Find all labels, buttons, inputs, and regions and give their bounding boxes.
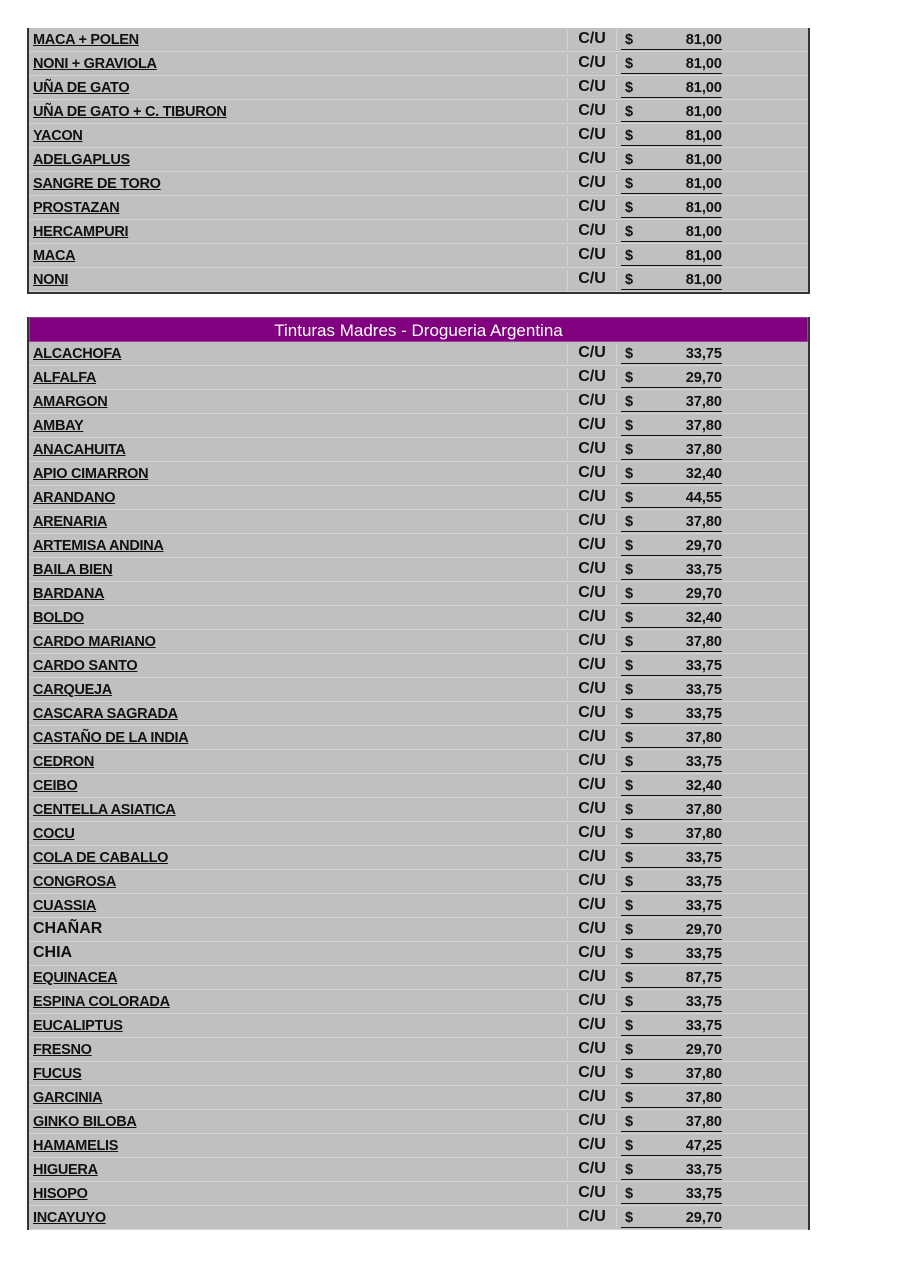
price-value: 33,75: [685, 706, 722, 722]
table-row: [29, 462, 808, 486]
unit-label: C/U: [567, 392, 617, 412]
product-name: ARTEMISA ANDINA: [33, 538, 164, 554]
product-name: HERCAMPURI: [33, 224, 129, 240]
table-row: [29, 894, 808, 918]
price-value: 33,75: [685, 1186, 722, 1202]
price-cell: [621, 176, 722, 194]
table-row: [29, 342, 808, 366]
table-row: [29, 870, 808, 894]
price-value: 81,00: [685, 248, 722, 264]
price-cell: [621, 850, 722, 868]
unit-label: C/U: [567, 752, 617, 772]
price-cell: [621, 418, 722, 436]
price-value: 33,75: [685, 850, 722, 866]
product-name: CARQUEJA: [33, 682, 112, 698]
table-row: [29, 268, 808, 292]
product-name: UÑA DE GATO: [33, 80, 130, 96]
table-row: [29, 678, 808, 702]
currency-symbol: $: [625, 658, 634, 674]
currency-symbol: $: [625, 898, 634, 914]
unit-label: C/U: [567, 992, 617, 1012]
currency-symbol: $: [625, 418, 634, 434]
currency-symbol: $: [625, 610, 634, 626]
table-row: [29, 582, 808, 606]
price-value: 37,80: [685, 394, 722, 410]
price-value: 29,70: [685, 922, 722, 938]
table-row: [29, 486, 808, 510]
table-row: [29, 1158, 808, 1182]
price-value: 29,70: [685, 370, 722, 386]
price-value: 44,55: [685, 490, 722, 506]
price-cell: [621, 682, 722, 700]
table-row: [29, 822, 808, 846]
unit-label: C/U: [567, 704, 617, 724]
unit-label: C/U: [567, 560, 617, 580]
table-row: [29, 1086, 808, 1110]
currency-symbol: $: [625, 1114, 634, 1130]
table-row: [29, 1038, 808, 1062]
price-cell: [621, 1186, 722, 1204]
price-value: 47,25: [685, 1138, 722, 1154]
product-name: CEDRON: [33, 754, 95, 770]
product-name: MACA: [33, 248, 76, 264]
unit-label: C/U: [567, 896, 617, 916]
price-cell: [621, 970, 722, 988]
table-row: [29, 1110, 808, 1134]
currency-symbol: $: [625, 370, 634, 386]
product-name: CARDO SANTO: [33, 658, 138, 674]
price-value: 33,75: [685, 874, 722, 890]
price-cell: [621, 104, 722, 122]
product-name: HISOPO: [33, 1186, 88, 1202]
price-value: 33,75: [685, 562, 722, 578]
unit-label: C/U: [567, 78, 617, 98]
unit-label: C/U: [567, 632, 617, 652]
price-cell: [621, 730, 722, 748]
currency-symbol: $: [625, 706, 634, 722]
price-cell: [621, 1090, 722, 1108]
product-name: COCU: [33, 826, 75, 842]
currency-symbol: $: [625, 56, 634, 72]
currency-symbol: $: [625, 970, 634, 986]
product-name: CONGROSA: [33, 874, 116, 890]
product-name: FUCUS: [33, 1066, 82, 1082]
price-value: 81,00: [685, 104, 722, 120]
section-header: Tinturas Madres - Drogueria Argentina: [29, 317, 808, 342]
price-cell: [621, 490, 722, 508]
price-value: 81,00: [685, 200, 722, 216]
price-value: 81,00: [685, 176, 722, 192]
product-name: YACON: [33, 128, 83, 144]
unit-label: C/U: [567, 608, 617, 628]
table-row: [29, 76, 808, 100]
price-value: 32,40: [685, 610, 722, 626]
table-row: [29, 438, 808, 462]
product-name: GARCINIA: [33, 1090, 103, 1106]
price-value: 37,80: [685, 826, 722, 842]
currency-symbol: $: [625, 778, 634, 794]
product-name: ALFALFA: [33, 370, 97, 386]
price-table-tinturas-madres: [27, 317, 810, 1230]
product-name: CHIA: [33, 944, 73, 961]
price-cell: [621, 394, 722, 412]
price-cell: [621, 658, 722, 676]
currency-symbol: $: [625, 128, 634, 144]
price-cell: [621, 128, 722, 146]
table-row: [29, 702, 808, 726]
unit-label: C/U: [567, 150, 617, 170]
table-row: [29, 28, 808, 52]
currency-symbol: $: [625, 634, 634, 650]
currency-symbol: $: [625, 874, 634, 890]
price-cell: [621, 1042, 722, 1060]
product-name: EUCALIPTUS: [33, 1018, 123, 1034]
currency-symbol: $: [625, 1162, 634, 1178]
price-value: 33,75: [685, 1162, 722, 1178]
product-name: CEIBO: [33, 778, 78, 794]
unit-label: C/U: [567, 656, 617, 676]
price-cell: [621, 1162, 722, 1180]
price-cell: [621, 224, 722, 242]
table-row: [29, 1206, 808, 1230]
unit-label: C/U: [567, 270, 617, 290]
price-cell: [621, 1066, 722, 1084]
product-name: ANACAHUITA: [33, 442, 126, 458]
table-row: [29, 1062, 808, 1086]
price-cell: [621, 346, 722, 364]
price-cell: [621, 466, 722, 484]
currency-symbol: $: [625, 850, 634, 866]
currency-symbol: $: [625, 442, 634, 458]
price-value: 87,75: [685, 970, 722, 986]
price-cell: [621, 562, 722, 580]
product-name: FRESNO: [33, 1042, 92, 1058]
currency-symbol: $: [625, 152, 634, 168]
unit-label: C/U: [567, 54, 617, 74]
price-cell: [621, 152, 722, 170]
table-row: [29, 390, 808, 414]
currency-symbol: $: [625, 1210, 634, 1226]
currency-symbol: $: [625, 32, 634, 48]
price-value: 81,00: [685, 224, 722, 240]
price-cell: [621, 586, 722, 604]
price-value: 37,80: [685, 1066, 722, 1082]
unit-label: C/U: [567, 246, 617, 266]
table-row: [29, 630, 808, 654]
product-name: GINKO BILOBA: [33, 1114, 137, 1130]
price-value: 81,00: [685, 80, 722, 96]
price-cell: [621, 994, 722, 1012]
currency-symbol: $: [625, 922, 634, 938]
price-cell: [621, 32, 722, 50]
product-name: CUASSIA: [33, 898, 97, 914]
unit-label: C/U: [567, 1208, 617, 1228]
price-value: 37,80: [685, 418, 722, 434]
product-name: BARDANA: [33, 586, 105, 602]
price-cell: [621, 1210, 722, 1228]
product-name: SANGRE DE TORO: [33, 176, 161, 192]
price-value: 33,75: [685, 898, 722, 914]
currency-symbol: $: [625, 490, 634, 506]
product-name: ARENARIA: [33, 514, 108, 530]
table-row: [29, 124, 808, 148]
currency-symbol: $: [625, 1066, 634, 1082]
price-cell: [621, 442, 722, 460]
price-cell: [621, 1018, 722, 1036]
table-row: [29, 942, 808, 966]
currency-symbol: $: [625, 394, 634, 410]
price-value: 37,80: [685, 802, 722, 818]
currency-symbol: $: [625, 1090, 634, 1106]
currency-symbol: $: [625, 682, 634, 698]
table-row: [29, 1014, 808, 1038]
product-name: BAILA BIEN: [33, 562, 113, 578]
table-row: [29, 726, 808, 750]
currency-symbol: $: [625, 104, 634, 120]
unit-label: C/U: [567, 1160, 617, 1180]
product-name: EQUINACEA: [33, 970, 118, 986]
unit-label: C/U: [567, 848, 617, 868]
product-name: HAMAMELIS: [33, 1138, 119, 1154]
currency-symbol: $: [625, 538, 634, 554]
unit-label: C/U: [567, 968, 617, 988]
unit-label: C/U: [567, 536, 617, 556]
price-cell: [621, 826, 722, 844]
price-cell: [621, 80, 722, 98]
table-row: [29, 606, 808, 630]
unit-label: C/U: [567, 368, 617, 388]
currency-symbol: $: [625, 80, 634, 96]
price-cell: [621, 514, 722, 532]
price-value: 33,75: [685, 1018, 722, 1034]
currency-symbol: $: [625, 562, 634, 578]
product-name: AMARGON: [33, 394, 108, 410]
unit-label: C/U: [567, 1064, 617, 1084]
product-name: INCAYUYO: [33, 1210, 106, 1226]
table-row: [29, 918, 808, 942]
product-name: BOLDO: [33, 610, 84, 626]
table-row: [29, 966, 808, 990]
table-row: [29, 654, 808, 678]
price-cell: [621, 538, 722, 556]
price-value: 29,70: [685, 1210, 722, 1226]
price-cell: [621, 946, 722, 964]
product-name: NONI + GRAVIOLA: [33, 56, 157, 72]
unit-label: C/U: [567, 728, 617, 748]
product-name: PROSTAZAN: [33, 200, 120, 216]
price-value: 81,00: [685, 32, 722, 48]
price-value: 37,80: [685, 514, 722, 530]
price-value: 29,70: [685, 586, 722, 602]
price-value: 33,75: [685, 346, 722, 362]
table-row: [29, 220, 808, 244]
table-row: [29, 990, 808, 1014]
table-row: [29, 534, 808, 558]
price-cell: [621, 898, 722, 916]
table-row: [29, 774, 808, 798]
price-cell: [621, 634, 722, 652]
product-name: CASTAÑO DE LA INDIA: [33, 730, 189, 746]
price-value: 37,80: [685, 1114, 722, 1130]
unit-label: C/U: [567, 1112, 617, 1132]
currency-symbol: $: [625, 1018, 634, 1034]
price-value: 33,75: [685, 946, 722, 962]
product-name: MACA + POLEN: [33, 32, 139, 48]
price-value: 37,80: [685, 730, 722, 746]
price-cell: [621, 370, 722, 388]
price-cell: [621, 1114, 722, 1132]
price-value: 37,80: [685, 1090, 722, 1106]
table-row: [29, 750, 808, 774]
product-name: AMBAY: [33, 418, 84, 434]
unit-label: C/U: [567, 344, 617, 364]
unit-label: C/U: [567, 198, 617, 218]
table-row: [29, 100, 808, 124]
price-value: 37,80: [685, 634, 722, 650]
price-value: 33,75: [685, 994, 722, 1010]
price-value: 81,00: [685, 128, 722, 144]
price-cell: [621, 706, 722, 724]
price-cell: [621, 610, 722, 628]
currency-symbol: $: [625, 1138, 634, 1154]
product-name: ARANDANO: [33, 490, 116, 506]
unit-label: C/U: [567, 872, 617, 892]
currency-symbol: $: [625, 1042, 634, 1058]
table-row: [29, 414, 808, 438]
price-value: 81,00: [685, 56, 722, 72]
unit-label: C/U: [567, 1184, 617, 1204]
unit-label: C/U: [567, 680, 617, 700]
product-name: CENTELLA ASIATICA: [33, 802, 176, 818]
product-name: COLA DE CABALLO: [33, 850, 169, 866]
product-name: CARDO MARIANO: [33, 634, 156, 650]
unit-label: C/U: [567, 30, 617, 50]
unit-label: C/U: [567, 1016, 617, 1036]
currency-symbol: $: [625, 248, 634, 264]
price-cell: [621, 248, 722, 266]
unit-label: C/U: [567, 464, 617, 484]
price-cell: [621, 874, 722, 892]
table-row: [29, 1134, 808, 1158]
table-row: [29, 846, 808, 870]
product-name: UÑA DE GATO + C. TIBURON: [33, 104, 227, 120]
table-row: [29, 148, 808, 172]
unit-label: C/U: [567, 440, 617, 460]
price-value: 33,75: [685, 682, 722, 698]
currency-symbol: $: [625, 176, 634, 192]
price-cell: [621, 922, 722, 940]
product-name: APIO CIMARRON: [33, 466, 149, 482]
currency-symbol: $: [625, 802, 634, 818]
unit-label: C/U: [567, 920, 617, 940]
price-value: 29,70: [685, 538, 722, 554]
table-row: [29, 1182, 808, 1206]
currency-symbol: $: [625, 1186, 634, 1202]
currency-symbol: $: [625, 272, 634, 288]
currency-symbol: $: [625, 586, 634, 602]
price-cell: [621, 272, 722, 290]
table-row: [29, 244, 808, 268]
currency-symbol: $: [625, 346, 634, 362]
currency-symbol: $: [625, 826, 634, 842]
currency-symbol: $: [625, 994, 634, 1010]
table-row: [29, 172, 808, 196]
price-cell: [621, 754, 722, 772]
price-value: 33,75: [685, 754, 722, 770]
product-name: CASCARA SAGRADA: [33, 706, 178, 722]
currency-symbol: $: [625, 946, 634, 962]
product-name: NONI: [33, 272, 69, 288]
unit-label: C/U: [567, 126, 617, 146]
unit-label: C/U: [567, 944, 617, 964]
unit-label: C/U: [567, 1040, 617, 1060]
price-table-1: [27, 28, 810, 294]
price-value: 81,00: [685, 152, 722, 168]
price-cell: [621, 200, 722, 218]
price-cell: [621, 56, 722, 74]
currency-symbol: $: [625, 466, 634, 482]
price-value: 29,70: [685, 1042, 722, 1058]
currency-symbol: $: [625, 200, 634, 216]
unit-label: C/U: [567, 824, 617, 844]
unit-label: C/U: [567, 102, 617, 122]
unit-label: C/U: [567, 174, 617, 194]
table-row: [29, 510, 808, 534]
price-cell: [621, 802, 722, 820]
unit-label: C/U: [567, 584, 617, 604]
table-row: [29, 196, 808, 220]
product-name: CHAÑAR: [33, 920, 103, 937]
currency-symbol: $: [625, 754, 634, 770]
product-name: ESPINA COLORADA: [33, 994, 170, 1010]
price-value: 33,75: [685, 658, 722, 674]
product-name: HIGUERA: [33, 1162, 98, 1178]
price-value: 37,80: [685, 442, 722, 458]
price-cell: [621, 778, 722, 796]
price-value: 32,40: [685, 466, 722, 482]
unit-label: C/U: [567, 488, 617, 508]
unit-label: C/U: [567, 416, 617, 436]
unit-label: C/U: [567, 222, 617, 242]
product-name: ALCACHOFA: [33, 346, 122, 362]
table-row: [29, 558, 808, 582]
price-cell: [621, 1138, 722, 1156]
table-row: [29, 798, 808, 822]
unit-label: C/U: [567, 1088, 617, 1108]
table-row: [29, 52, 808, 76]
unit-label: C/U: [567, 512, 617, 532]
currency-symbol: $: [625, 514, 634, 530]
unit-label: C/U: [567, 776, 617, 796]
table-row: [29, 366, 808, 390]
price-value: 32,40: [685, 778, 722, 794]
unit-label: C/U: [567, 800, 617, 820]
price-value: 81,00: [685, 272, 722, 288]
unit-label: C/U: [567, 1136, 617, 1156]
currency-symbol: $: [625, 730, 634, 746]
currency-symbol: $: [625, 224, 634, 240]
product-name: ADELGAPLUS: [33, 152, 130, 168]
